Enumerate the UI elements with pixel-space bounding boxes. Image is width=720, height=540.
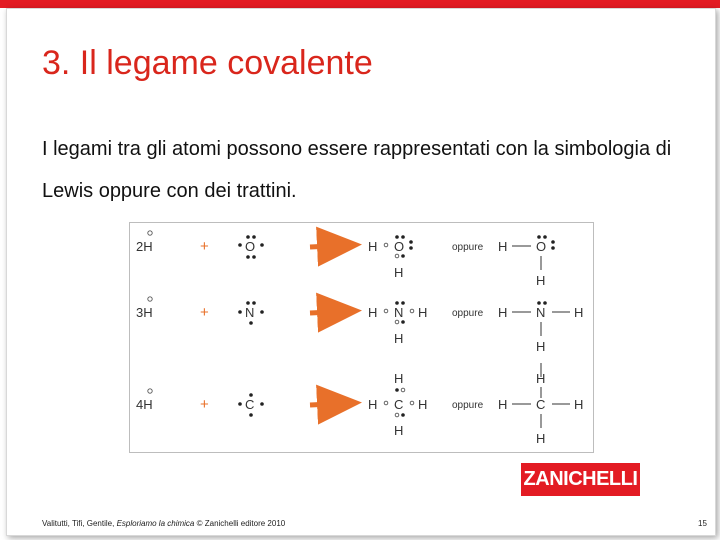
product-ammonia-lewis xyxy=(368,301,427,346)
footer-book-title: Esploriamo la chimica xyxy=(116,519,195,528)
svg-text:H: H xyxy=(368,305,378,320)
plus-sign: + xyxy=(200,396,209,413)
svg-text:N: N xyxy=(394,305,404,320)
svg-text:H: H xyxy=(498,305,508,320)
svg-text:C: C xyxy=(394,397,404,412)
top-accent-bar xyxy=(0,0,720,8)
lewis-structures-figure xyxy=(129,222,594,453)
reactant-carbon-lewis xyxy=(238,393,264,417)
reactant-nitrogen-lewis xyxy=(238,301,264,325)
svg-text:H: H xyxy=(498,239,508,254)
footer-copyright: © Zanichelli editore 2010 xyxy=(196,519,286,528)
product-water-lewis xyxy=(368,235,413,280)
svg-text:H: H xyxy=(418,397,428,412)
product-methane-lewis xyxy=(368,371,427,438)
svg-text:H: H xyxy=(394,265,404,280)
svg-text:H: H xyxy=(498,397,508,412)
logo-text: ZANICHELLI xyxy=(523,468,638,490)
reaction-arrow xyxy=(310,311,352,313)
plus-sign: + xyxy=(200,238,209,255)
slide-body-text: I legami tra gli atomi possono essere rappresentati con la simbologia di Lewis oppure con dei trattini. xyxy=(42,138,672,202)
svg-text:O: O xyxy=(245,239,256,254)
oppure-label: oppure xyxy=(452,242,484,253)
reactant-hydrogen-4h: 4H xyxy=(136,397,153,412)
svg-text:N: N xyxy=(245,305,255,320)
svg-text:H: H xyxy=(536,431,546,446)
svg-text:H: H xyxy=(394,331,404,346)
reactant-hydrogen-3h: 3H xyxy=(136,305,153,320)
reactant-hydrogen-2h: 2H xyxy=(136,239,153,254)
product-methane-dash xyxy=(498,363,583,446)
product-water-dash xyxy=(498,235,555,288)
svg-text:H: H xyxy=(368,397,378,412)
reaction-row-ammonia xyxy=(136,297,583,354)
svg-text:C: C xyxy=(536,397,546,412)
svg-text:H: H xyxy=(418,305,428,320)
svg-text:O: O xyxy=(536,239,547,254)
svg-text:H: H xyxy=(536,339,546,354)
reaction-arrow xyxy=(310,245,352,247)
slide-title: 3. Il legame covalente xyxy=(42,44,373,82)
footer-authors: Valitutti, Tifi, Gentile, xyxy=(42,519,115,528)
zanichelli-logo xyxy=(521,463,640,496)
svg-text:H: H xyxy=(536,371,546,386)
footer-credit xyxy=(42,519,285,528)
svg-text:H: H xyxy=(368,239,378,254)
svg-text:H: H xyxy=(394,423,404,438)
lewis-diagram xyxy=(130,223,593,452)
oppure-label: oppure xyxy=(452,400,484,411)
page-number: 15 xyxy=(698,519,707,528)
product-ammonia-dash xyxy=(498,301,583,354)
plus-sign: + xyxy=(200,304,209,321)
svg-text:C: C xyxy=(245,397,255,412)
reaction-row-water xyxy=(136,231,555,288)
svg-text:H: H xyxy=(574,397,584,412)
reactant-oxygen-lewis xyxy=(238,235,264,259)
svg-text:H: H xyxy=(394,371,404,386)
oppure-label: oppure xyxy=(452,308,484,319)
svg-text:N: N xyxy=(536,305,546,320)
reaction-row-methane xyxy=(136,363,583,446)
svg-text:O: O xyxy=(394,239,405,254)
svg-text:H: H xyxy=(536,273,546,288)
reaction-arrow xyxy=(310,403,352,405)
svg-text:H: H xyxy=(574,305,584,320)
